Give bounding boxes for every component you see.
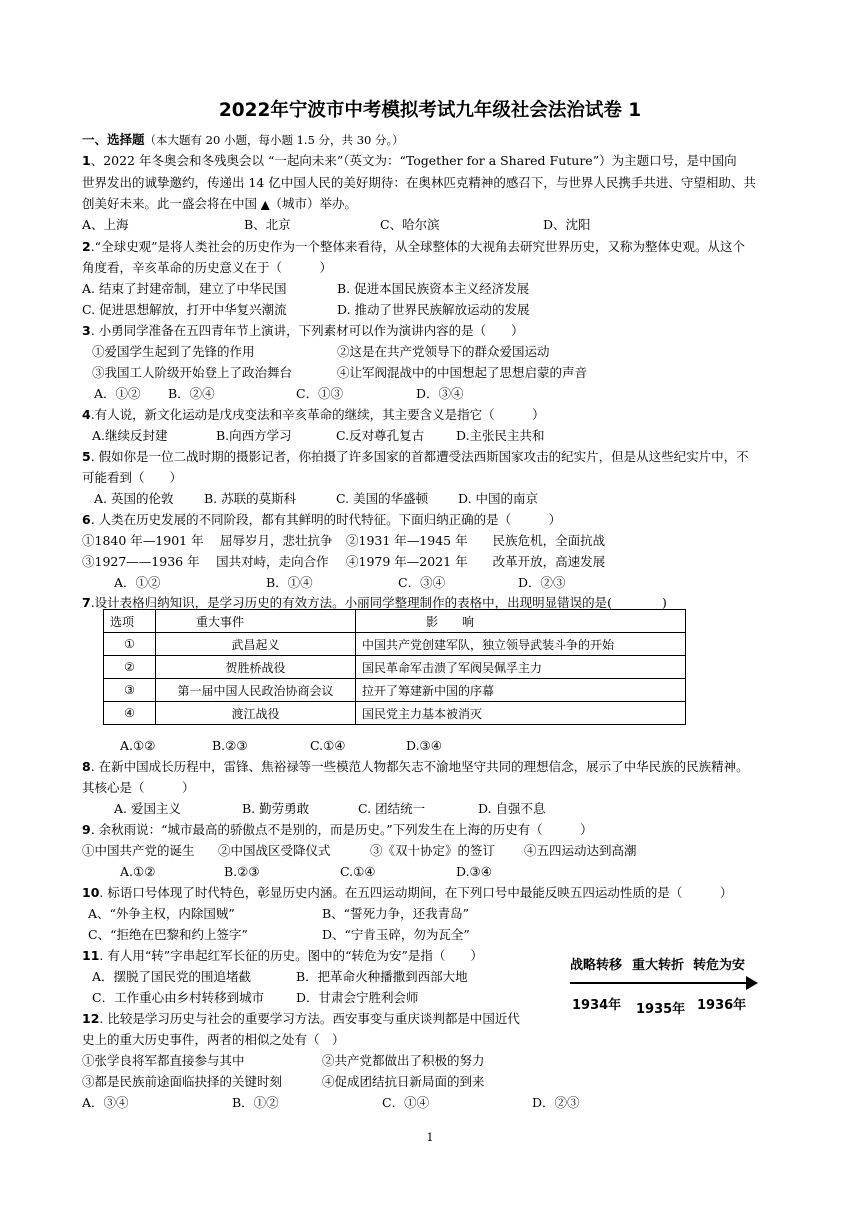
question-2-line-2: 角度看，辛亥革命的历史意义在于（ ） [82,260,333,275]
q9-option-d: D.③④ [456,864,492,879]
q4-option-b: B.向西方学习 [216,428,292,443]
question-3-stem: 3. 小勇同学准备在五四青年节上演讲，下列素材可以作为演讲内容的是（ ） [82,323,524,338]
q9-item-3: ③《双十协定》的签订 [370,843,496,858]
question-9-stem: 9. 余秋雨说：“城市最高的骄傲点不是别的，而是历史。”下列发生在上海的历史有（ ） [82,822,593,837]
table-cell: ④ [104,702,156,725]
q7-option-c: C.①④ [310,738,346,753]
question-12-line-1: 12. 比较是学习历史与社会的重要学习方法。西安事变与重庆谈判都是中国近代 [82,1011,520,1026]
q6-option-c: C．③④ [398,575,446,590]
q11-option-c: C．工作重心由乡村转移到城市 [92,990,265,1005]
question-5-line-1: 5. 假如你是一位二战时期的摄影记者，你拍摄了许多国家的首都遭受法西斯国家攻击的纪实片，但是从这些纪实片中，不 [82,449,749,464]
q12-option-d: D．②③ [532,1095,580,1110]
table-header-cell: 选项 [104,610,156,633]
q12-option-a: A．③④ [82,1095,129,1110]
question-8-line-2: 其核心是（ ） [82,780,195,795]
q6-option-a: A．①② [114,575,161,590]
q1-option-c: C、哈尔滨 [380,217,440,232]
q1-option-a: A、上海 [82,217,129,232]
table-header-row [104,610,686,633]
q3-item-1: ①爱国学生起到了先锋的作用 [92,344,255,359]
summary-table [103,609,686,725]
question-1-line-2: 世界发出的诚挚邀约，传递出 14 亿中国人民的美好期待：在奥林匹克精神的感召下，与世界人民携手共进、守望相助、共 [82,175,756,190]
q12-option-b: B．①② [232,1095,279,1110]
q9-item-1: ①中国共产党的诞生 [82,843,195,858]
timeline-year-label: 1936年 [697,998,747,1013]
q5-option-d: D. 中国的南京 [458,491,539,506]
page-number: 1 [426,1131,434,1144]
question-6-stem: 6. 人类在历史发展的不同阶段，都有其鲜明的时代特征。下面归纳正确的是（ ） [82,512,562,527]
q6-option-b: B．①④ [266,575,313,590]
question-5-line-2: 可能看到（ ） [82,470,183,485]
table-row [104,702,686,725]
q2-option-a: A. 结束了封建帝制，建立了中华民国 [82,281,287,296]
q1-option-d: D、沈阳 [543,217,591,232]
q6-item-4: ④1979 年—2021 年 改革开放，高速发展 [346,554,606,569]
q9-item-4: ④五四运动达到高潮 [524,843,637,858]
table-cell: 拉开了筹建新中国的序幕 [356,679,686,702]
question-8-line-1: 8. 在新中国成长历程中，雷锋、焦裕禄等一些模范人物都矢志不渝地坚守共同的理想信念，展示了中华民族的民族精神。 [82,759,749,774]
q5-option-a: A. 英国的伦敦 [94,491,174,506]
timeline-axis [570,982,750,984]
table-cell: ② [104,656,156,679]
question-1-line-3: 创美好未来。此一盛会将在中国 ▲（城市）举办。 [82,196,357,211]
q7-option-b: B.②③ [212,738,248,753]
q8-option-d: D. 自强不息 [478,801,546,816]
q8-option-b: B. 勤劳勇敢 [242,801,310,816]
table-cell: 第一届中国人民政治协商会议 [156,679,356,702]
q12-item-2: ②共产党都做出了积极的努力 [322,1053,485,1068]
q4-option-c: C.反对尊孔复古 [336,428,425,443]
q12-item-4: ④促成团结抗日新局面的到来 [322,1074,485,1089]
question-4-stem: 4.有人说，新文化运动是戊戌变法和辛亥革命的继续，其主要含义是指它（ ） [82,407,545,422]
q9-option-c: C.①④ [340,864,376,879]
q2-option-d: D. 推动了世界民族解放运动的发展 [337,302,530,317]
table-cell: 国民党主力基本被消灭 [356,702,686,725]
q3-option-c: C．①③ [296,386,344,401]
q6-option-d: D．②③ [518,575,566,590]
q3-option-d: D．③④ [416,386,464,401]
q7-option-d: D.③④ [406,738,442,753]
page-title: 2022年宁波市中考模拟考试九年级社会法治试卷 1 [218,100,642,121]
question-1-line-1: 1、2022 年冬奥会和冬残奥会以 “一起向未来”（英文为：“Together for a Shared Future”）为主题口号，是中国向 [82,153,737,168]
table-row [104,633,686,656]
q1-option-b: B、北京 [244,217,291,232]
q12-item-1: ①张学良将军都直接参与其中 [82,1053,245,1068]
q6-item-2: ②1931 年—1945 年 民族危机，全面抗战 [346,533,606,548]
table-cell: 武昌起义 [156,633,356,656]
table-cell: 贺胜桥战役 [156,656,356,679]
table-cell: 渡江战役 [156,702,356,725]
q9-option-a: A.①② [120,864,156,879]
timeline-event-label: 重大转折 [632,958,685,973]
table-cell: ③ [104,679,156,702]
q10-option-b: B、“誓死力争，还我青岛” [322,906,469,921]
q11-option-a: A．摆脱了国民党的围追堵截 [92,969,252,984]
q3-item-2: ②这是在共产党领导下的群众爱国运动 [337,344,550,359]
q11-option-d: D．甘肃会宁胜利会师 [296,990,419,1005]
q12-item-3: ③都是民族前途面临抉择的关键时刻 [82,1074,283,1089]
q3-item-3: ③我国工人阶级开始登上了政治舞台 [92,365,293,380]
q5-option-b: B. 苏联的莫斯科 [204,491,297,506]
q10-option-c: C、“拒绝在巴黎和约上签字” [88,927,248,942]
table-row [104,656,686,679]
q8-option-a: A. 爱国主义 [114,801,181,816]
q9-option-b: B.②③ [224,864,260,879]
q2-option-c: C. 促进思想解放，打开中华复兴潮流 [82,302,287,317]
section-heading: 一、选择题（本大题有 20 小题，每小题 1.5 分，共 30 分。） [82,132,404,147]
timeline-event-label: 转危为安 [693,958,746,973]
q11-option-b: B．把革命火种播撒到西部大地 [296,969,468,984]
question-11-stem: 11. 有人用“转”字串起红军长征的历史。图中的“转危为安”是指（ ） [82,948,483,963]
table-header-cell: 重大事件 [156,610,356,633]
q3-option-a: A．①② [94,386,141,401]
table-cell: 中国共产党创建军队，独立领导武装斗争的开始 [356,633,686,656]
q3-option-b: B．②④ [168,386,215,401]
q6-item-3: ③1927——1936 年 国共对峙，走向合作 [82,554,329,569]
table-cell: ① [104,633,156,656]
q6-item-1: ①1840 年—1901 年 屈辱岁月，悲壮抗争 [82,533,333,548]
q2-option-b: B. 促进本国民族资本主义经济发展 [337,281,530,296]
q3-item-4: ④让军阀混战中的中国想起了思想启蒙的声音 [337,365,588,380]
question-10-stem: 10. 标语口号体现了时代特色，彰显历史内涵。在五四运动期间，在下列口号中最能反映五四运动性质的是（ ） [82,885,733,900]
timeline-year-label: 1935年 [636,1002,686,1017]
q7-option-a: A.①② [120,738,156,753]
q12-option-c: C．①④ [382,1095,430,1110]
long-march-timeline [566,954,761,1017]
question-12-line-2: 史上的重大历史事件，两者的相似之处有（ ） [82,1032,345,1047]
q9-item-2: ②中国战区受降仪式 [218,843,331,858]
q4-option-a: A.继续反封建 [92,428,168,443]
q8-option-c: C. 团结统一 [358,801,426,816]
timeline-event-label: 战略转移 [570,958,623,973]
answer-blank: ▲ [261,198,270,211]
q4-option-d: D.主张民主共和 [456,428,545,443]
q10-option-d: D、“宁肯玉碎，勿为瓦全” [322,927,470,942]
table-row [104,679,686,702]
timeline-year-label: 1934年 [572,998,622,1013]
q10-option-a: A、“外争主权，内除国贼” [88,906,235,921]
question-2-line-1: 2.“全球史观”是将人类社会的历史作为一个整体来看待，从全球整体的大视角去研究世界历史，又称为整体史观。从这个 [82,239,745,254]
table-header-cell: 影 响 [356,610,686,633]
question-7-stem: 7.设计表格归纳知识，是学习历史的有效方法。小丽同学整理制作的表格中，出现明显错误的是( ) [82,595,667,610]
q5-option-c: C. 美国的华盛顿 [336,491,429,506]
table-cell: 国民革命军击溃了军阀吴佩孚主力 [356,656,686,679]
timeline-arrow-icon [746,976,758,990]
